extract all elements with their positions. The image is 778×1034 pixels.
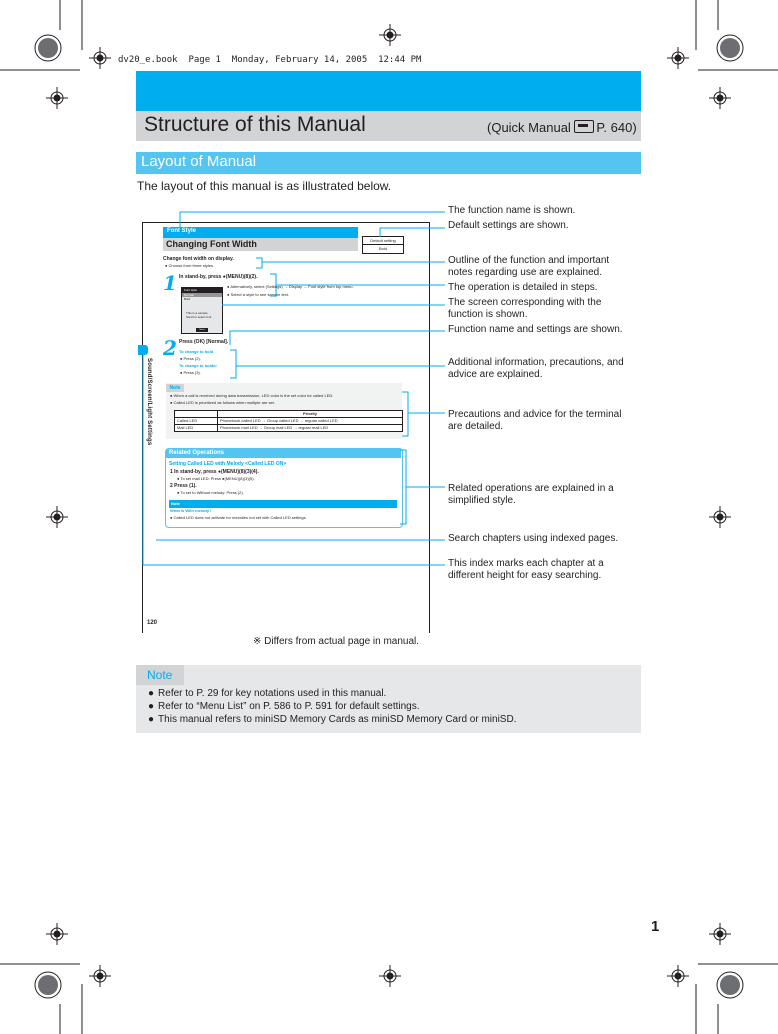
callout-additional-2: advice are explained. bbox=[448, 369, 543, 380]
callout-related-1: Related operations are explained in a bbox=[448, 483, 614, 494]
section-title: Layout of Manual bbox=[141, 153, 257, 170]
callout-search-chapters: Search chapters using indexed pages. bbox=[448, 533, 619, 544]
related-operations-label: Related Operations bbox=[169, 450, 225, 456]
related-step-1: 1 In stand-by, press ●(MENU)(8)(3)(4). bbox=[170, 469, 259, 475]
step-1-text: In stand-by, press ●(MENU)(8)(2). bbox=[179, 274, 258, 280]
callout-related-2: simplified style. bbox=[448, 495, 516, 506]
related-title: Setting Called LED with Melody <Called LED ON> bbox=[169, 461, 287, 467]
default-value: Bold bbox=[378, 246, 387, 251]
callout-index-1: This index marks each chapter at a bbox=[448, 558, 604, 569]
callout-additional-1: Additional information, precautions, and bbox=[448, 357, 624, 368]
step-2-number: 2 bbox=[163, 336, 177, 360]
phone-item-2: Bold bbox=[184, 297, 191, 301]
callout-function-name: The function name is shown. bbox=[448, 205, 576, 216]
note-label: Note bbox=[147, 668, 173, 682]
related-note-question: What is With melody? bbox=[170, 508, 212, 513]
callout-precautions-2: are detailed. bbox=[448, 421, 504, 432]
callout-default-settings: Default settings are shown. bbox=[448, 220, 569, 231]
outline-bullet: ● Choose from three styles. bbox=[165, 263, 215, 268]
page-title: Structure of this Manual bbox=[144, 113, 366, 136]
table-row: Called LED Phonebook called LED → Group called LED → regular called LED bbox=[175, 418, 403, 425]
ref-suffix: P. 640) bbox=[596, 120, 637, 135]
change-bolder-label: To change to bolder bbox=[179, 363, 217, 368]
step-1-number: 1 bbox=[163, 271, 177, 295]
note-item-1: ● Refer to P. 29 for key notations used in this manual. bbox=[148, 688, 387, 699]
differs-note: ※ Differs from actual page in manual. bbox=[253, 636, 420, 647]
side-index-label: Sound/Screen/Light Settings bbox=[146, 358, 152, 446]
sample-note-line-1: ● When a call is received during data transmission, LED color is the set color for called LED. bbox=[170, 393, 334, 398]
related-step-2-sub: ● To set to Without melody: Press (2). bbox=[177, 490, 244, 495]
note-item-2: ● Refer to “Menu List” on P. 586 to P. 591 for default settings. bbox=[148, 701, 420, 712]
callout-screen-2: function is shown. bbox=[448, 309, 528, 320]
change-bolder-sub: ● Press (3). bbox=[180, 370, 201, 375]
table-row: Mail LED Phonebook mail LED → Group mail LED → regular mail LED bbox=[175, 425, 403, 432]
related-note-bar: Note bbox=[169, 500, 397, 508]
intro-text: The layout of this manual is as illustrated below. bbox=[137, 179, 392, 193]
callout-screen-1: The screen corresponding with the bbox=[448, 297, 602, 308]
callout-outline-2: notes regarding use are explained. bbox=[448, 267, 602, 278]
related-step-1-sub: ● To set mail LED: Press ●(MENU)(8)(3)(5). bbox=[177, 476, 255, 481]
print-header: dv20_e.book Page 1 Monday, February 14, 2005 12:44 PM bbox=[118, 55, 422, 65]
change-bold-label: To change to bold bbox=[179, 349, 214, 354]
ref-prefix: (Quick Manual bbox=[487, 120, 575, 135]
step-1-note-1: ● Alternatively, select (Settings) → Display → Font style from top menu. bbox=[227, 284, 354, 289]
table-header: Priority bbox=[218, 411, 403, 418]
phone-sample-1: This is a sample bbox=[186, 311, 208, 315]
step-1-note-2: ● Select a style to see sample text. bbox=[227, 292, 290, 297]
phone-item-1: Normal bbox=[182, 293, 222, 297]
step-2-text: Press (OK) [Normal]. bbox=[179, 339, 229, 345]
outline-title: Change font width on display. bbox=[163, 256, 234, 262]
callout-steps: The operation is detailed in steps. bbox=[448, 282, 598, 293]
related-note-answer: ● Called LED does not activate for melodies not set with Called LED settings. bbox=[170, 515, 307, 520]
function-style-label: Font Style bbox=[167, 228, 197, 234]
callout-index-2: different height for easy searching. bbox=[448, 570, 602, 581]
callout-precautions-1: Precautions and advice for the terminal bbox=[448, 409, 622, 420]
callout-function-settings: Function name and settings are shown. bbox=[448, 324, 623, 335]
page-number: 1 bbox=[651, 918, 660, 935]
default-label: Default setting bbox=[363, 237, 403, 245]
note-item-3: ● This manual refers to miniSD Memory Cards as miniSD Memory Card or miniSD. bbox=[148, 714, 517, 725]
sample-note-line-2: ● Called LED is prioritized as follows when multiple are set. bbox=[170, 400, 275, 405]
phone-select-button: Select bbox=[196, 328, 208, 332]
related-step-2: 2 Press (1). bbox=[170, 483, 197, 489]
change-bold-sub: ● Press (2). bbox=[180, 356, 201, 361]
sample-page-number: 120 bbox=[147, 620, 158, 626]
sample-note-label: Note bbox=[166, 384, 184, 392]
callout-outline-1: Outline of the function and important bbox=[448, 255, 610, 266]
phone-header: Font style bbox=[182, 288, 222, 293]
phone-sample-2: Scroll to select font bbox=[186, 315, 212, 319]
function-name: Changing Font Width bbox=[166, 239, 257, 249]
